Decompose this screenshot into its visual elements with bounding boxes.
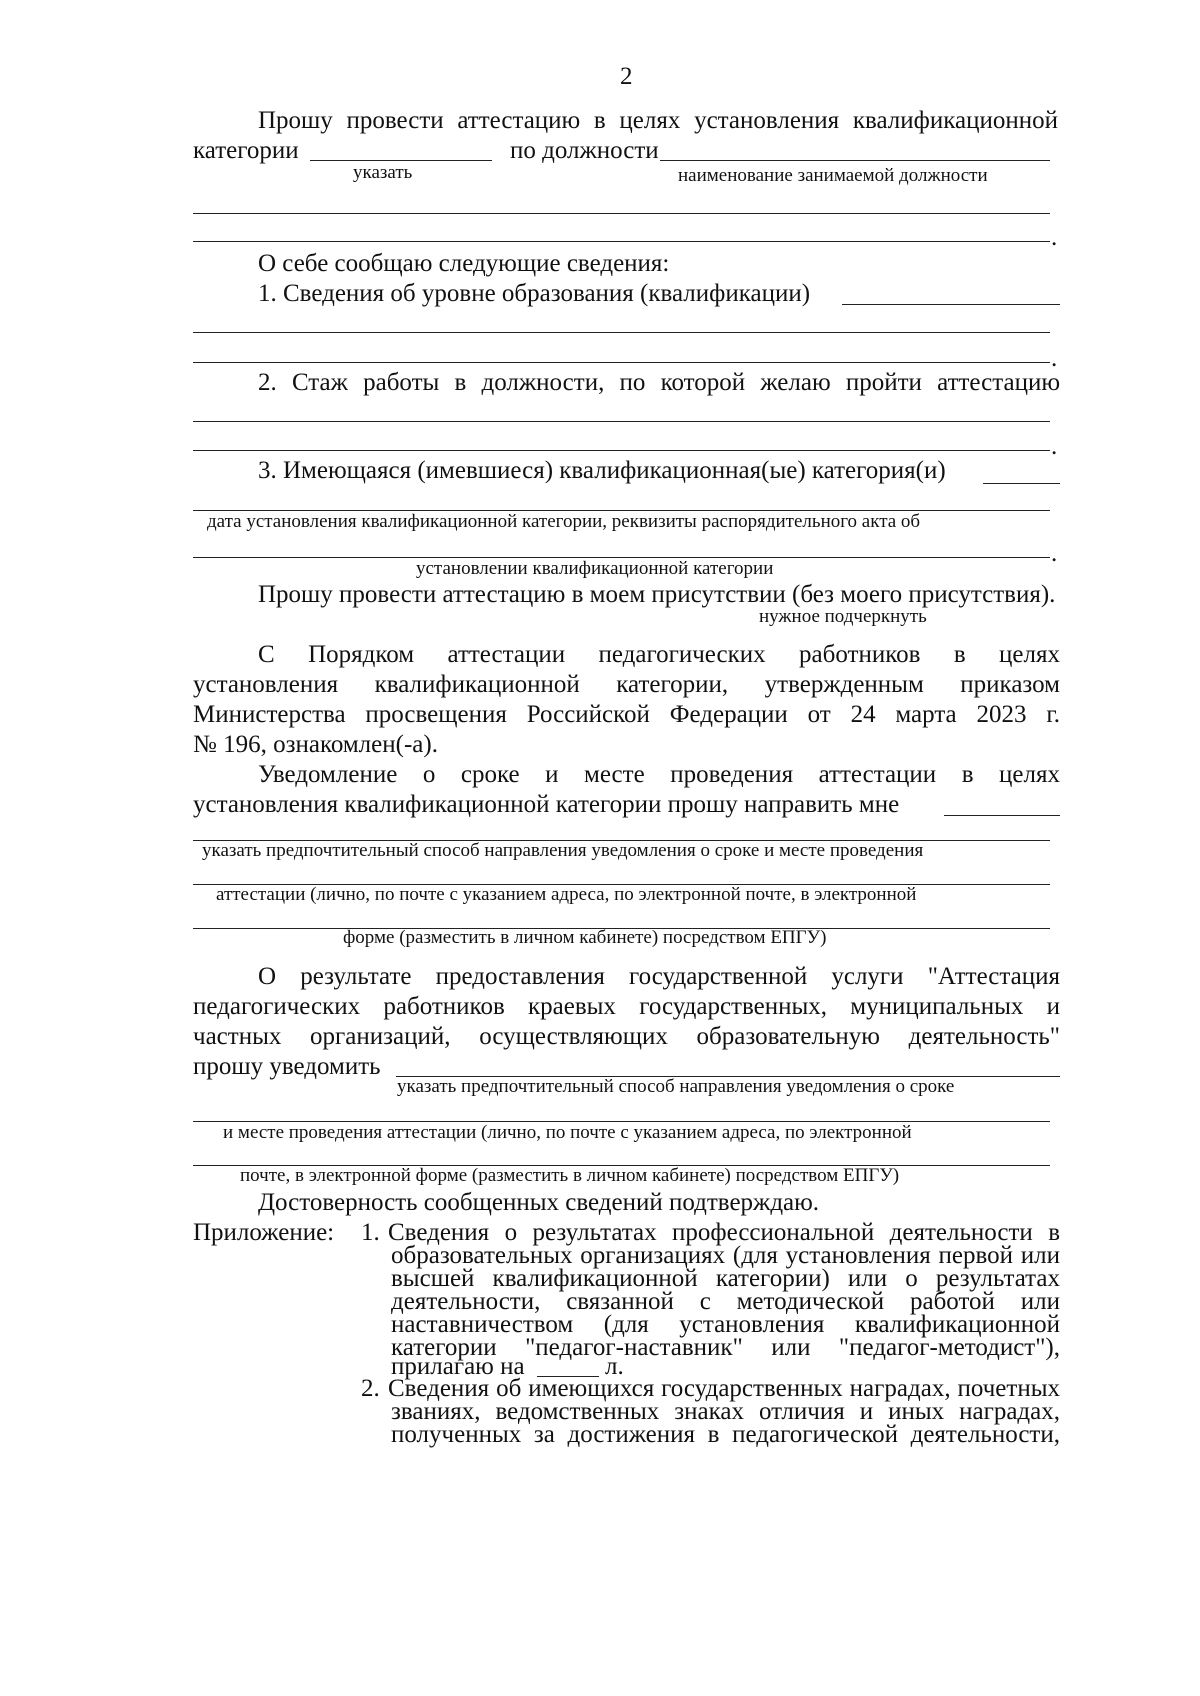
end-dot: . xyxy=(1051,540,1058,567)
about-item-1: 1. Сведения об уровне образования (квалификации) xyxy=(258,280,811,307)
notification-caption-2: аттестации (лично, по почте с указанием адреса, по электронной почте, в электронной xyxy=(216,884,917,905)
result-line-2: педагогических работников краевых государственных, муниципальных и xyxy=(193,993,1060,1020)
about-item-3: 3. Имеющаяся (имевшиеся) квалификационная(ые) категория(и) xyxy=(258,457,946,484)
procedure-line-2: установления квалификационной категории, утвержденным приказом xyxy=(193,671,1060,698)
presence-caption: нужное подчеркнуть xyxy=(759,606,927,627)
item-3-caption-2: установлении квалификационной категории xyxy=(416,558,774,579)
confirmation-text: Достоверность сообщенных сведений подтверждаю. xyxy=(258,1189,820,1216)
procedure-line-3: Министерства просвещения Российской Федерации от 24 марта 2023 г. xyxy=(193,701,1060,728)
notification-line-1: Уведомление о сроке и месте проведения аттестации в целях xyxy=(258,761,1060,788)
experience-blank-line-1[interactable] xyxy=(193,421,1050,422)
appendix-item-1-line: деятельности, связанной с методической работой или xyxy=(391,1288,1060,1315)
procedure-line-1: С Порядком аттестации педагогических работников в целях xyxy=(258,641,1060,668)
appendix-item-2-line: полученных за достижения в педагогической деятельности, xyxy=(391,1421,1060,1448)
appendix-item-1-line: высшей квалификационной категории) или о результатах xyxy=(391,1265,1060,1292)
notification-caption-3: форме (разместить в личном кабинете) посредством ЕПГУ) xyxy=(343,927,827,948)
page-number: 2 xyxy=(620,63,633,90)
result-line-3: частных организаций, осуществляющих образовательную деятельность" xyxy=(193,1023,1060,1050)
end-dot: . xyxy=(1051,345,1058,372)
position-blank-line-2[interactable] xyxy=(193,213,1050,214)
appendix-item-2-number: 2. xyxy=(361,1375,380,1402)
position-blank[interactable] xyxy=(660,160,1050,161)
education-blank[interactable] xyxy=(842,304,1060,305)
position-blank-line-3[interactable] xyxy=(193,241,1050,242)
procedure-line-4: № 196, ознакомлен(-а). xyxy=(193,731,438,758)
result-caption-2: и месте проведения аттестации (лично, по почте с указанием адреса, по электронной xyxy=(223,1122,912,1143)
about-intro: О себе сообщаю следующие сведения: xyxy=(258,250,670,277)
education-blank-line-2[interactable] xyxy=(193,332,1050,333)
appendix-item-1-line: категории "педагог-наставник" или "педагог-методист"), xyxy=(391,1334,1060,1361)
appendix-label: Приложение: xyxy=(193,1219,335,1246)
appendix-item-1-line: наставничеством (для установления квалификационной xyxy=(391,1311,1060,1338)
appendix-item-1-pages-suffix: л. xyxy=(605,1353,624,1380)
about-item-2: 2. Стаж работы в должности, по которой желаю пройти аттестацию xyxy=(258,369,1060,396)
appendix-item-2-line: званиях, ведомственных знаках отличия и иных наградах, xyxy=(391,1398,1060,1425)
experience-blank-line-2[interactable] xyxy=(193,450,1050,451)
appendix-item-2-line: Сведения об имеющихся государственных наградах, почетных xyxy=(388,1375,1060,1402)
appendix-item-1-number: 1. xyxy=(361,1219,380,1246)
end-dot: . xyxy=(1051,224,1058,251)
category-held-blank[interactable] xyxy=(983,483,1060,484)
education-blank-line-3[interactable] xyxy=(193,362,1050,363)
notification-line-2: установления квалификационной категории прошу направить мне xyxy=(193,791,900,818)
item-3-caption-1: дата установления квалификационной категории, реквизиты распорядительного акта об xyxy=(207,511,921,532)
caption-position: наименование занимаемой должности xyxy=(678,165,988,186)
request-line-2-category: категории xyxy=(193,137,299,164)
end-dot: . xyxy=(1051,433,1058,460)
appendix-item-1-line: Сведения о результатах профессиональной деятельности в xyxy=(388,1219,1060,1246)
result-line-1: О результате предоставления государственной услуги "Аттестация xyxy=(258,963,1060,990)
category-blank[interactable] xyxy=(310,160,492,161)
presence-text: Прошу провести аттестацию в моем присутствии (без моего присутствия). xyxy=(258,581,1056,608)
appendix-item-1-attach: прилагаю на xyxy=(391,1353,525,1380)
request-line-2-position: по должности xyxy=(510,137,659,164)
result-caption-1: указать предпочтительный способ направления уведомления о сроке xyxy=(397,1076,955,1097)
appendix-item-1-line: образовательных организациях (для установления первой или xyxy=(391,1242,1060,1269)
notification-blank[interactable] xyxy=(944,815,1060,816)
caption-indicate: указать xyxy=(353,162,413,183)
result-caption-3: почте, в электронной форме (разместить в личном кабинете) посредством ЕПГУ) xyxy=(240,1165,900,1186)
result-line-4: прошу уведомить xyxy=(193,1053,381,1080)
notification-caption-1: указать предпочтительный способ направления уведомления о сроке и месте проведения xyxy=(202,840,924,861)
request-line-1: Прошу провести аттестацию в целях установления квалификационной xyxy=(258,107,1058,134)
